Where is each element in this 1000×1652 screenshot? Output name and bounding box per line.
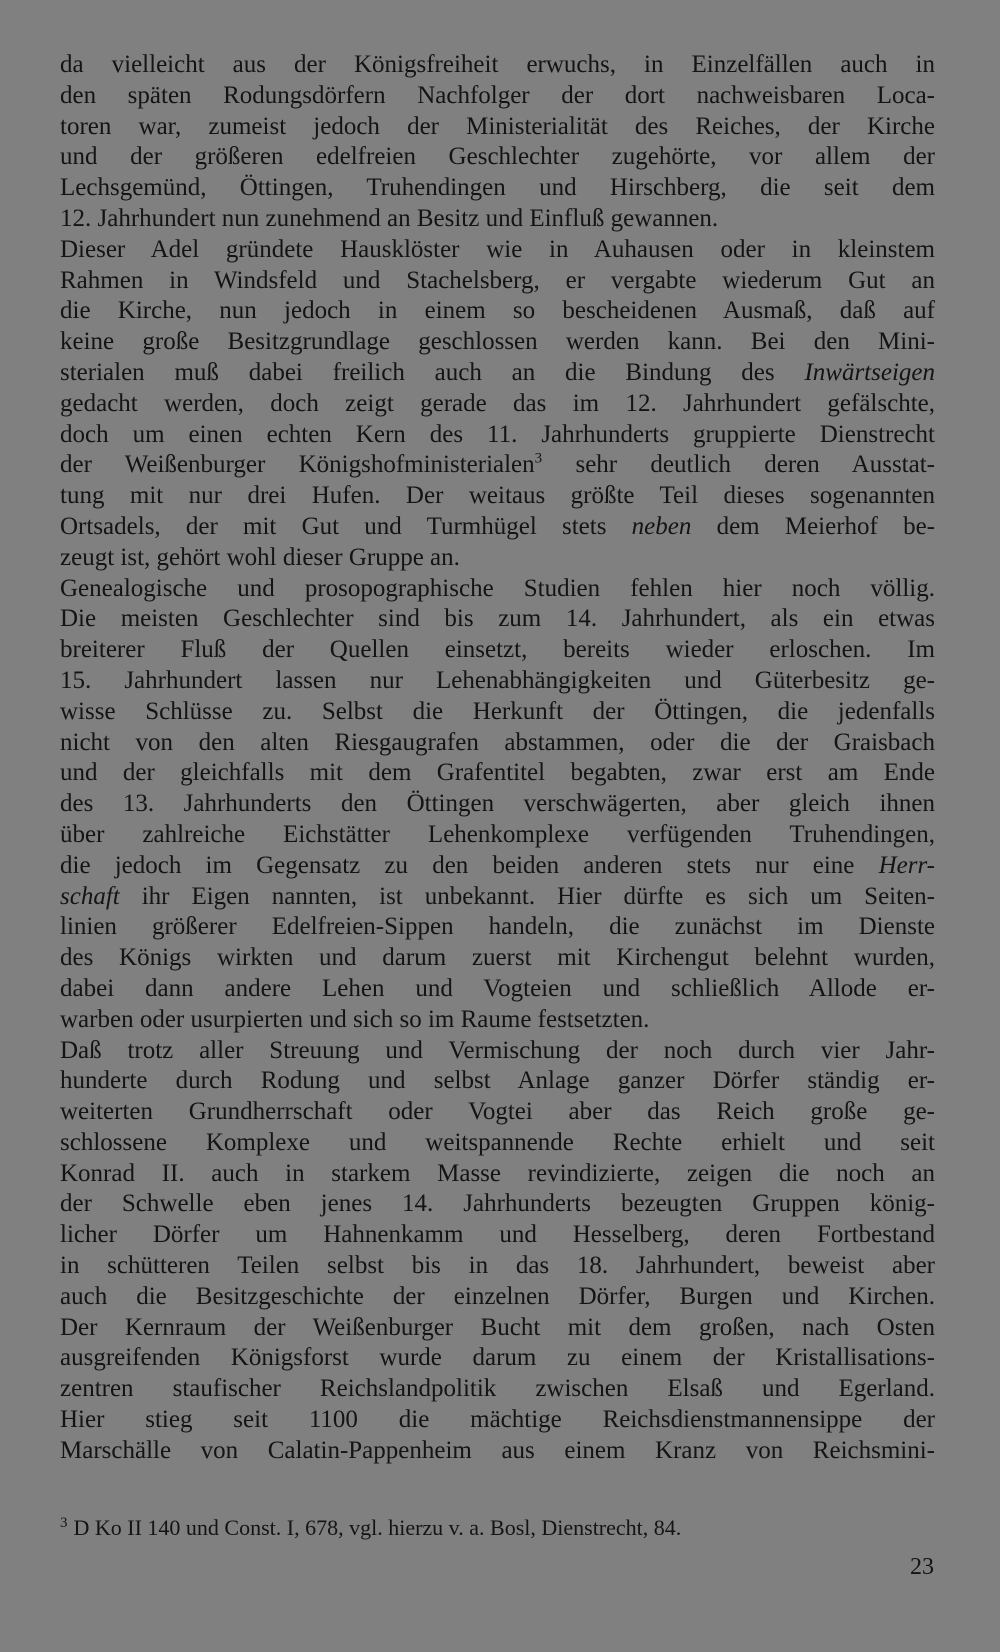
text-line: und der gleichfalls mit dem Grafentitel begabten, zwar erst am Ende bbox=[60, 759, 935, 787]
text-line: keine große Besitzgrundlage geschlossen werden kann. Bei den Mini- bbox=[60, 328, 935, 356]
text-line: Die meisten Geschlechter sind bis zum 14. Jahrhundert, als ein etwas bbox=[60, 605, 935, 633]
text-line: warben oder usurpierten und sich so im Raume festsetzten. bbox=[60, 1005, 650, 1033]
text-line: Marschälle von Calatin-Pappenheim aus einem Kranz von Reichsmini- bbox=[60, 1436, 935, 1464]
text-line bbox=[60, 450, 935, 481]
text-line: breiterer Fluß der Quellen einsetzt, bereits wieder erloschen. Im bbox=[60, 636, 935, 664]
text-line: des Königs wirkten und darum zuerst mit Kirchengut belehnt wurden, bbox=[60, 944, 935, 972]
text-line: hunderte durch Rodung und selbst Anlage ganzer Dörfer ständig er- bbox=[60, 1067, 935, 1095]
footnote-marker: 3 bbox=[60, 1514, 68, 1531]
footnote-text: D Ko II 140 und Const. I, 678, vgl. hierzu v. a. Bosl, Dienstrecht, 84. bbox=[73, 1515, 682, 1540]
text-line: dabei dann andere Lehen und Vogteien und schließlich Allode er- bbox=[60, 974, 935, 1002]
text-line: auch die Besitzgeschichte der einzelnen Dörfer, Burgen und Kirchen. bbox=[60, 1282, 935, 1310]
footnote bbox=[60, 1513, 935, 1543]
text-line bbox=[60, 851, 935, 882]
text-segment: ihr Eigen nannten, ist unbekannt. Hier dürfte es sich um Seiten- bbox=[119, 882, 935, 910]
text-line bbox=[60, 512, 935, 543]
footnote-reference: 3 bbox=[534, 451, 543, 468]
text-line: Dieser Adel gründete Hausklöster wie in Auhausen oder in kleinstem bbox=[60, 235, 935, 263]
page-number: 23 bbox=[910, 1554, 934, 1580]
text-line: schlossene Komplexe und weitspannende Rechte erhielt und seit bbox=[60, 1128, 935, 1156]
text-segment: dem Meierhof be- bbox=[691, 512, 935, 540]
text-line: wisse Schlüsse zu. Selbst die Herkunft der Öttingen, die jedenfalls bbox=[60, 697, 935, 725]
text-line: linien größerer Edelfreien-Sippen handeln, die zunächst im Dienste bbox=[60, 913, 935, 941]
text-line: 15. Jahrhundert lassen nur Lehenabhängigkeiten und Güterbesitz ge- bbox=[60, 666, 935, 694]
text-line: in schütteren Teilen selbst bis in das 18. Jahrhundert, beweist aber bbox=[60, 1252, 935, 1280]
text-line: toren war, zumeist jedoch der Ministerialität des Reiches, der Kirche bbox=[60, 112, 935, 140]
text-line: Hier stieg seit 1100 die mächtige Reichsdienstmannensippe der bbox=[60, 1406, 935, 1434]
text-segment: Ortsadels, der mit Gut und Turmhügel stets bbox=[60, 512, 632, 540]
text-segment: die jedoch im Gegensatz zu den beiden anderen stets nur eine bbox=[60, 851, 879, 879]
text-line: Rahmen in Windsfeld und Stachelsberg, er vergabte wiederum Gut an bbox=[60, 266, 935, 294]
italic-term: schaft bbox=[60, 882, 120, 910]
text-line: 12. Jahrhundert nun zunehmend an Besitz und Einfluß gewannen. bbox=[60, 204, 719, 232]
text-line: licher Dörfer um Hahnenkamm und Hesselberg, deren Fortbestand bbox=[60, 1221, 935, 1249]
text-line: Genealogische und prosopographische Studien fehlen hier noch völlig. bbox=[60, 574, 935, 602]
text-line: der Schwelle eben jenes 14. Jahrhunderts bezeugten Gruppen könig- bbox=[60, 1190, 935, 1218]
text-line: des 13. Jahrhunderts den Öttingen verschwägerten, aber gleich ihnen bbox=[60, 790, 935, 818]
text-line: weiterten Grundherrschaft oder Vogtei aber das Reich große ge- bbox=[60, 1098, 935, 1126]
text-line bbox=[60, 882, 935, 913]
text-line: Der Kernraum der Weißenburger Bucht mit dem großen, nach Osten bbox=[60, 1313, 935, 1341]
text-line: über zahlreiche Eichstätter Lehenkomplexe verfügenden Truhendingen, bbox=[60, 820, 935, 848]
italic-term: Inwärtseigen bbox=[804, 358, 935, 386]
text-line: Lechsgemünd, Öttingen, Truhendingen und Hirschberg, die seit dem bbox=[60, 174, 935, 202]
page-body bbox=[60, 50, 935, 1467]
text-line: zeugt ist, gehört wohl dieser Gruppe an. bbox=[60, 543, 460, 571]
text-line: tung mit nur drei Hufen. Der weitaus größte Teil dieses sogenannten bbox=[60, 482, 935, 510]
text-segment: sehr deutlich deren Ausstat- bbox=[542, 451, 935, 479]
text-line: die Kirche, nun jedoch in einem so bescheidenen Ausmaß, daß auf bbox=[60, 297, 935, 325]
text-line: gedacht werden, doch zeigt gerade das im 12. Jahrhundert gefälschte, bbox=[60, 389, 935, 417]
text-line bbox=[60, 358, 935, 389]
text-line: da vielleicht aus der Königsfreiheit erwuchs, in Einzelfällen auch in bbox=[60, 51, 935, 78]
text-line: zentren staufischer Reichslandpolitik zwischen Elsaß und Egerland. bbox=[60, 1375, 935, 1403]
text-line: Konrad II. auch in starkem Masse revindizierte, zeigen die noch an bbox=[60, 1159, 935, 1187]
text-line: und der größeren edelfreien Geschlechter zugehörte, vor allem der bbox=[60, 143, 935, 171]
text-segment: sterialen muß dabei freilich auch an die Bindung des bbox=[60, 358, 805, 386]
text-line: nicht von den alten Riesgaugrafen abstammen, oder die der Graisbach bbox=[60, 728, 935, 756]
text-segment: der Weißenburger Königshofministerialen bbox=[60, 451, 535, 479]
text-line: Daß trotz aller Streuung und Vermischung der noch durch vier Jahr- bbox=[60, 1036, 935, 1064]
italic-term: neben bbox=[631, 512, 692, 540]
text-line: ausgreifenden Königsforst wurde darum zu einem der Kristallisations- bbox=[60, 1344, 935, 1372]
italic-term: Herr- bbox=[878, 851, 935, 879]
text-line: den späten Rodungsdörfern Nachfolger der dort nachweisbaren Loca- bbox=[60, 81, 935, 109]
text-line: doch um einen echten Kern des 11. Jahrhunderts gruppierte Dienstrecht bbox=[60, 420, 935, 448]
